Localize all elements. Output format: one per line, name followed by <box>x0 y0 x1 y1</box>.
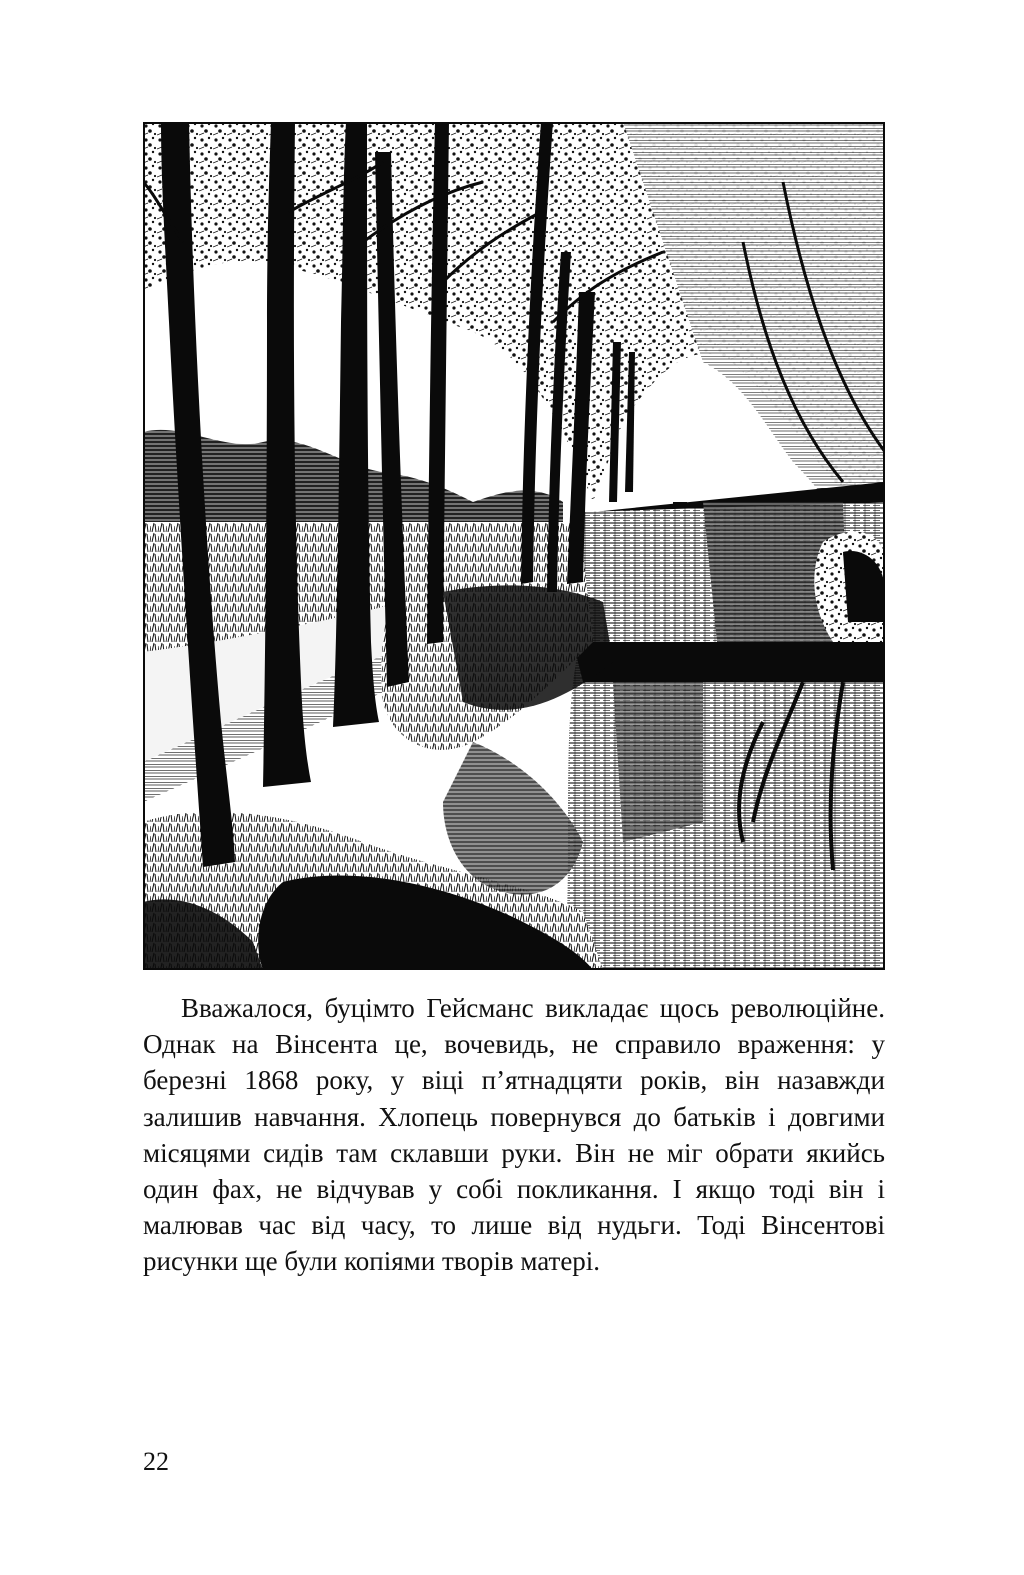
paragraph: Вважалося, буцімто Гейсманс викладає щось революційне. Однак на Вінсента це, вочевидь, не справило враження: у березні 1868 року, у віці п’ятнадцяти років, він назавжди залишив навчання. Хлопець повернувся до батьків і довгими місяцями сидів там склавши руки. Він не міг обрати якийсь один фах, не відчував у собі покликання. І якщо тоді він і малював час від часу, то лише від нудьги. Тоді Вінсентові рисунки ще були копіями творів матері. <box>143 993 885 1277</box>
page-number: 22 <box>143 1447 169 1476</box>
body-text <box>143 990 885 1280</box>
forest-canal-illustration <box>143 122 885 970</box>
